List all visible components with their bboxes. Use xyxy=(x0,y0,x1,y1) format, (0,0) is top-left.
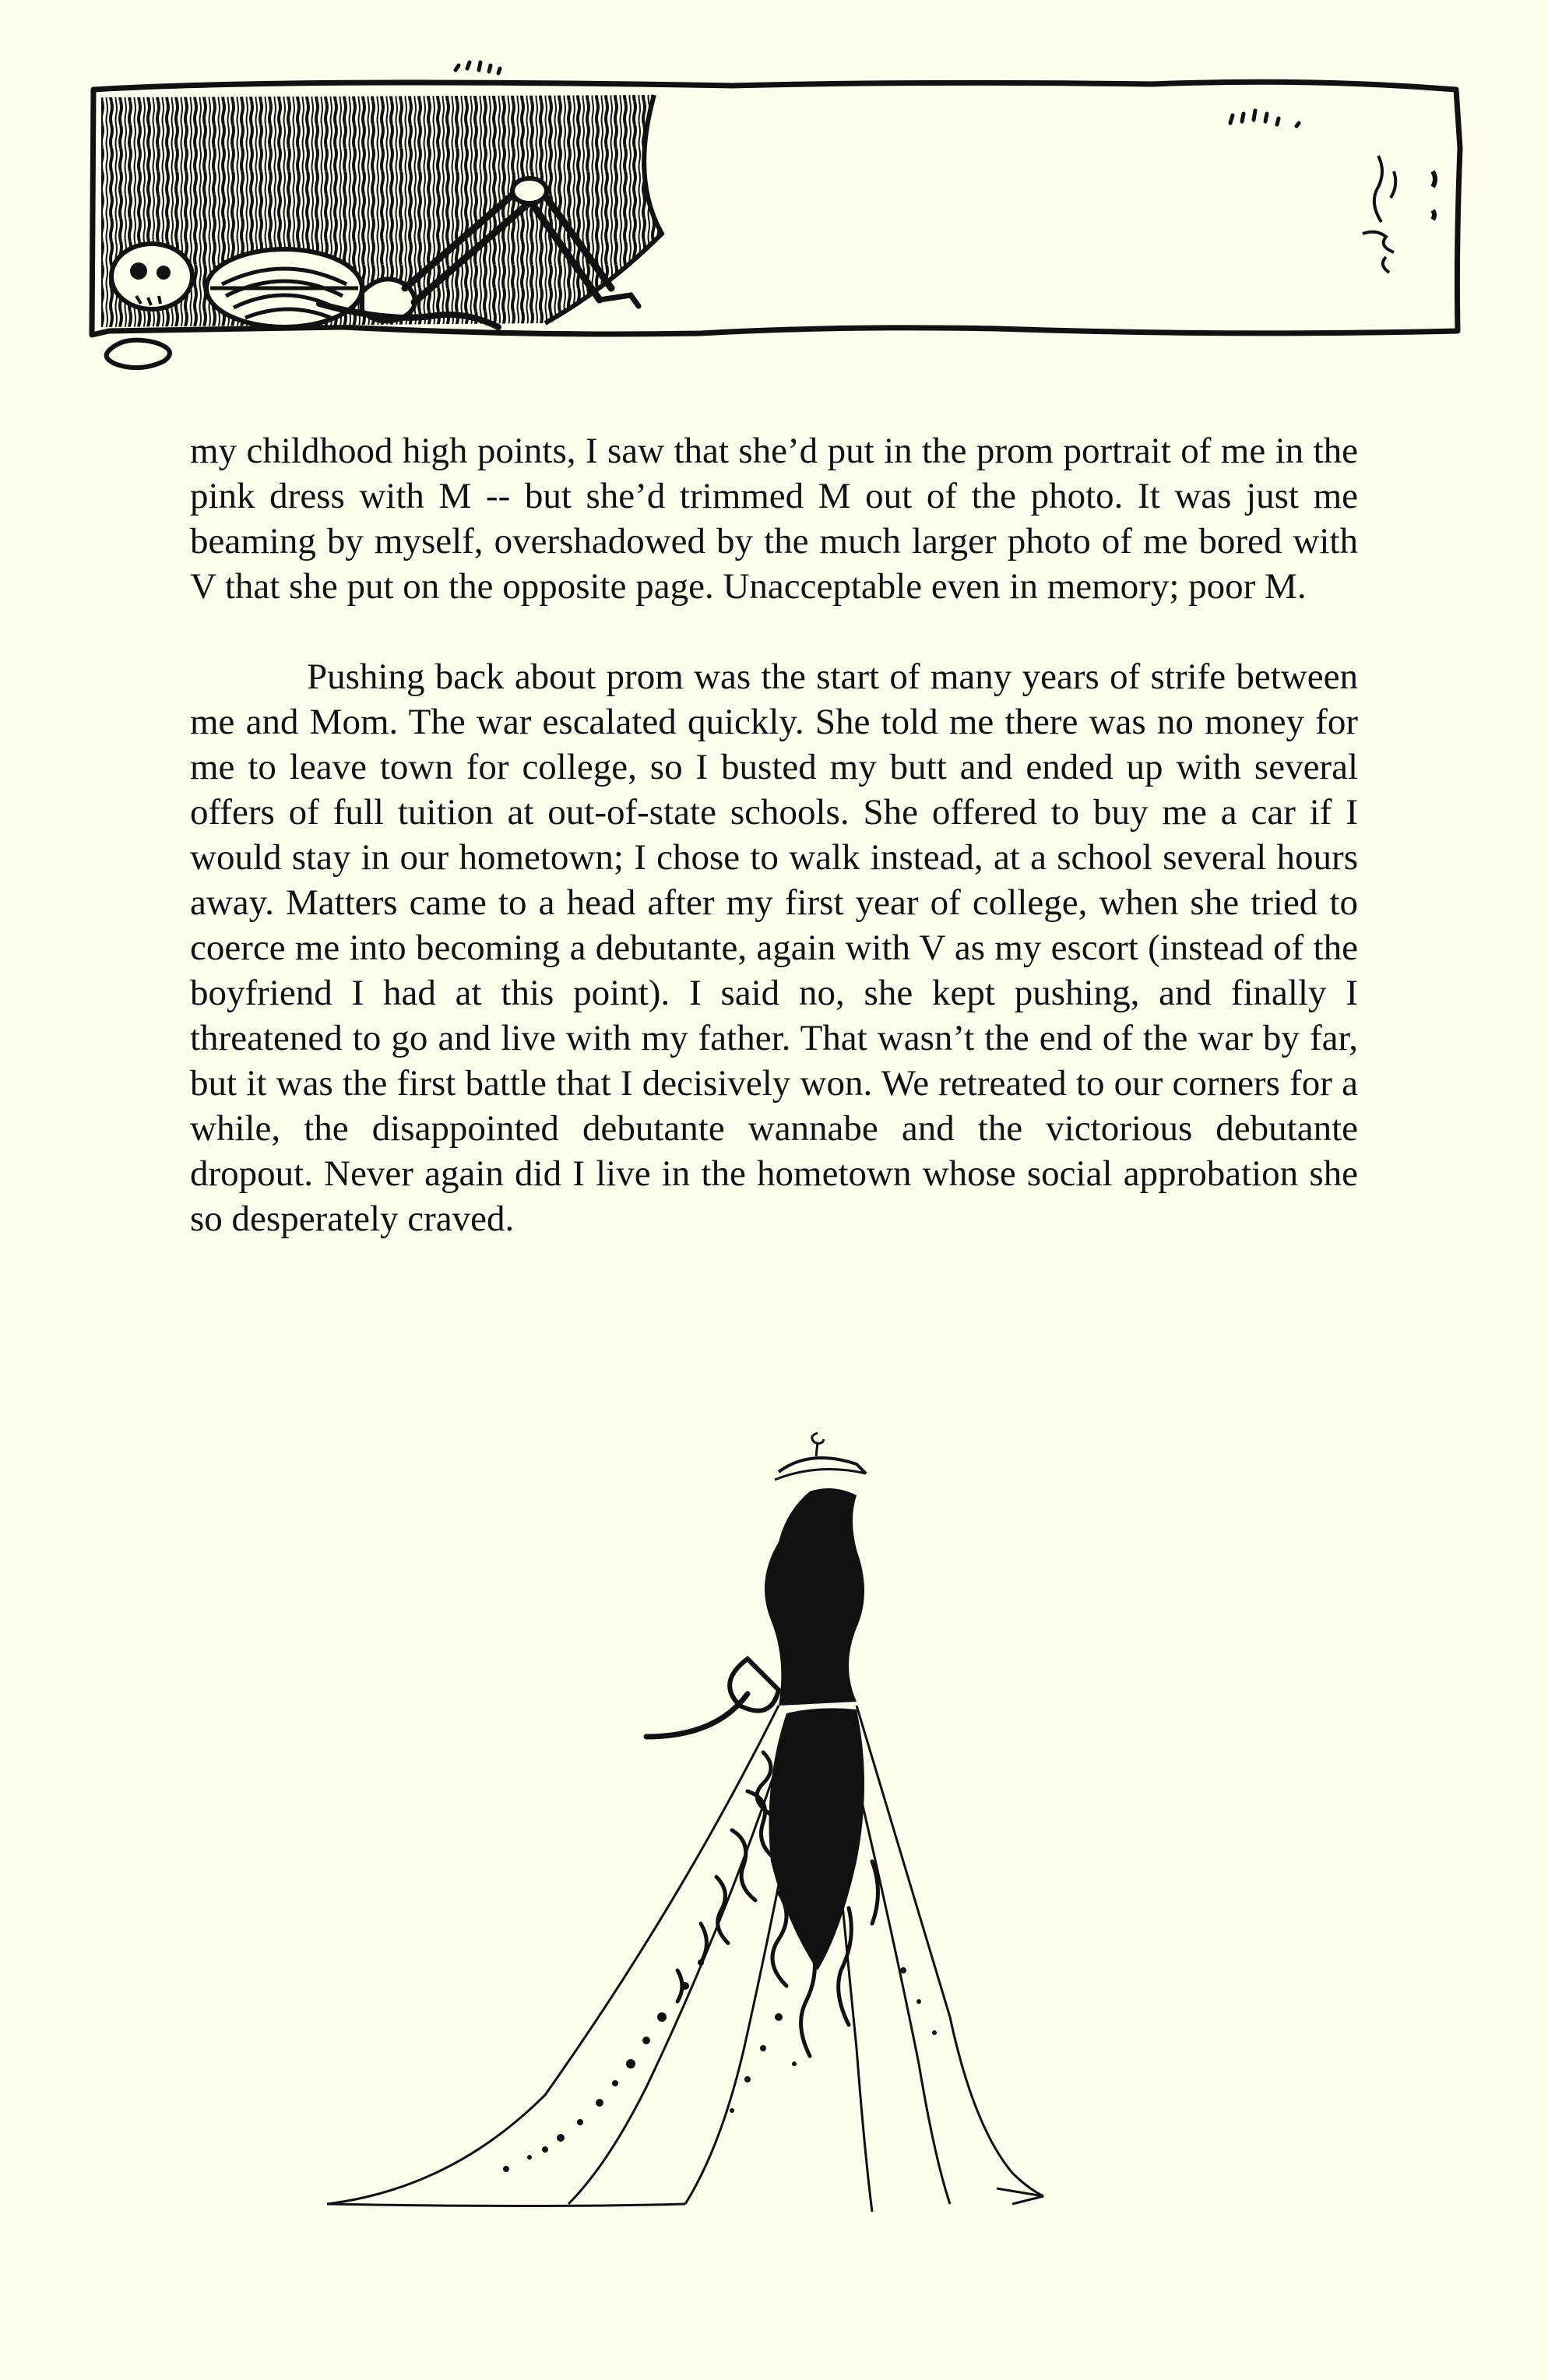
body-text xyxy=(190,428,1358,1241)
skeleton-banner-icon xyxy=(62,55,1464,389)
paragraph: my childhood high points, I saw that she’d put in the prom portrait of me in the pink dress with M -- but she’d trimmed M out of the photo. It was just me beaming by myself, overshadowed by the much larger photo of me bored with V that she put on the opposite page. Unacceptable even in memory; poor M. xyxy=(190,431,1358,607)
ball-gown-icon xyxy=(311,1425,1090,2243)
paragraph: Pushing back about prom was the start of many years of strife between me and Mom. The war escalated quickly. She told me there was no money for me to leave town for college, so I busted my butt and ended up with several offers of full tuition at out-of-state schools. She offered to buy me a car if I would stay in our hometown; I chose to walk instead, at a school several hours away. Matters came to a head after my first year of college, when she tried to coerce me into becoming a debutante, again with V as my escort (instead of the boyfriend I had at this point). I said no, she kept pushing, and finally I threatened to go and live with my father. That wasn’t the end of the war by far, but it was the first battle that I decisively won. We retreated to our corners for a while, the disappointed debutante wannabe and the victorious debutante dropout. Never again did I live in the hometown whose social approbation she so desperately craved. xyxy=(190,657,1358,1239)
